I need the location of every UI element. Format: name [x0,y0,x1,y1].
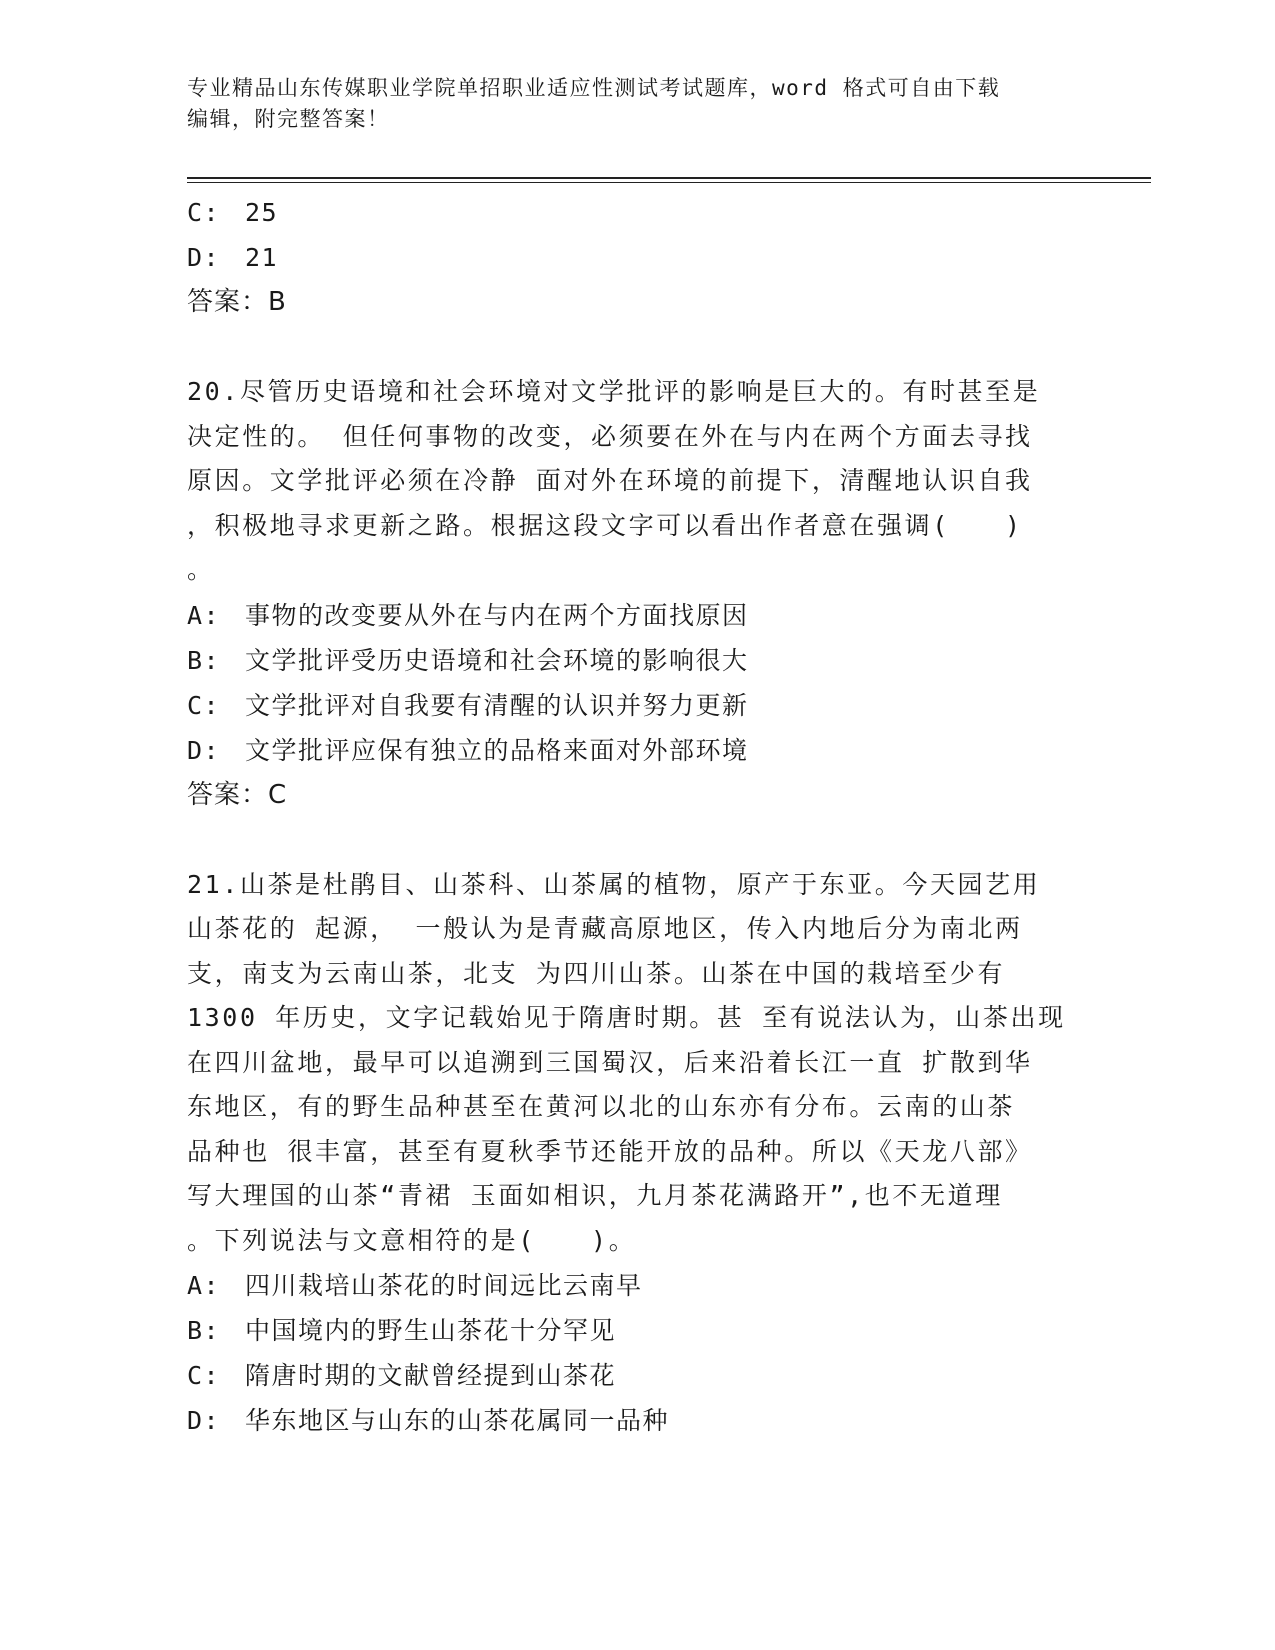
stem-line: 东地区，有的野生品种甚至在黄河以北的山东亦有分布。云南的山茶 [187,1092,1016,1121]
question-21 [187,863,1087,1444]
option-text: 事物的改变要从外在与内在两个方面找原因 [245,600,749,630]
spacer [187,325,1087,370]
option-c [187,190,1087,235]
option-b [187,638,1087,683]
stem-line: 决定性的。 但任何事物的改变，必须要在外在与内在两个方面去寻找 [187,421,1033,451]
document-body [187,190,1087,1443]
answer-line: 答案：C [187,779,288,810]
question-stem [187,863,1066,1264]
stem-line: 。 [187,555,215,584]
option-text: 文学批评应保有独立的品格来面对外部环境 [245,735,749,765]
question-19-tail [187,190,1087,325]
option-text: 21 [245,243,279,272]
option-text: 25 [245,198,279,227]
option-letter: D: [187,1406,221,1435]
stem-line: 原因。文学批评必须在冷静 面对外在环境的前提下，清醒地认识自我 [187,466,1033,495]
header-line-2: 编辑，附完整答案！ [187,107,390,131]
stem-line: ，积极地寻求更新之路。根据这段文字可以看出作者意在强调( ) [187,510,1023,540]
header-divider-thick [187,177,1151,179]
stem-line: 支，南支为云南山茶，北支 为四川山茶。山茶在中国的栽培至少有 [187,958,1006,988]
option-text: 华东地区与山东的山茶花属同一品种 [245,1406,670,1435]
stem-line: 1300 年历史，文字记载始见于隋唐时期。甚 至有说法认为，山茶出现 [187,1003,1066,1032]
page-header [187,73,1077,135]
option-d [187,1398,1087,1443]
option-text: 四川栽培山茶花的时间远比云南早 [245,1271,643,1300]
option-b [187,1308,1087,1353]
option-letter: B: [187,1316,221,1345]
question-20 [187,370,1087,818]
option-letter: C: [187,198,221,227]
option-letter: A: [187,600,221,630]
option-letter: A: [187,1271,221,1300]
option-a [187,593,1087,638]
stem-line: 在四川盆地，最早可以追溯到三国蜀汉，后来沿着长江一直 扩散到华 [187,1047,1033,1077]
option-c [187,683,1087,728]
option-text: 文学批评受历史语境和社会环境的影响很大 [245,645,749,675]
option-a [187,1263,1087,1308]
option-letter: C: [187,1361,221,1390]
option-letter: D: [187,243,221,272]
option-text: 中国境内的野生山茶花十分罕见 [245,1316,617,1345]
header-line-1: 专业精品山东传媒职业学院单招职业适应性测试考试题库，word 格式可自由下载 [187,76,1001,100]
stem-line: 品种也 很丰富，甚至有夏秋季节还能开放的品种。所以《天龙八部》 [187,1136,1033,1166]
option-letter: D: [187,735,221,765]
option-text: 隋唐时期的文献曾经提到山茶花 [245,1361,617,1390]
option-c [187,1353,1087,1398]
stem-line: 。下列说法与文意相符的是( )。 [187,1225,637,1255]
spacer [187,818,1087,863]
answer-line: 答案：B [187,287,287,317]
option-d [187,728,1087,773]
stem-line: 20.尽管历史语境和社会环境对文学批评的影响是巨大的。有时甚至是 [187,377,1041,406]
option-letter: B: [187,645,221,675]
stem-line: 写大理国的山茶“青裙 玉面如相识，九月茶花满路开”,也不无道理 [187,1181,1003,1210]
stem-line: 山茶花的 起源， 一般认为是青藏高原地区，传入内地后分为南北两 [187,914,1023,943]
option-letter: C: [187,690,221,720]
option-text: 文学批评对自我要有清醒的认识并努力更新 [245,690,749,720]
option-d [187,235,1087,280]
header-divider-thin [187,182,1151,183]
stem-line: 21.山茶是杜鹃目、山茶科、山茶属的植物，原产于东亚。今天园艺用 [187,869,1041,899]
question-stem [187,370,1057,593]
